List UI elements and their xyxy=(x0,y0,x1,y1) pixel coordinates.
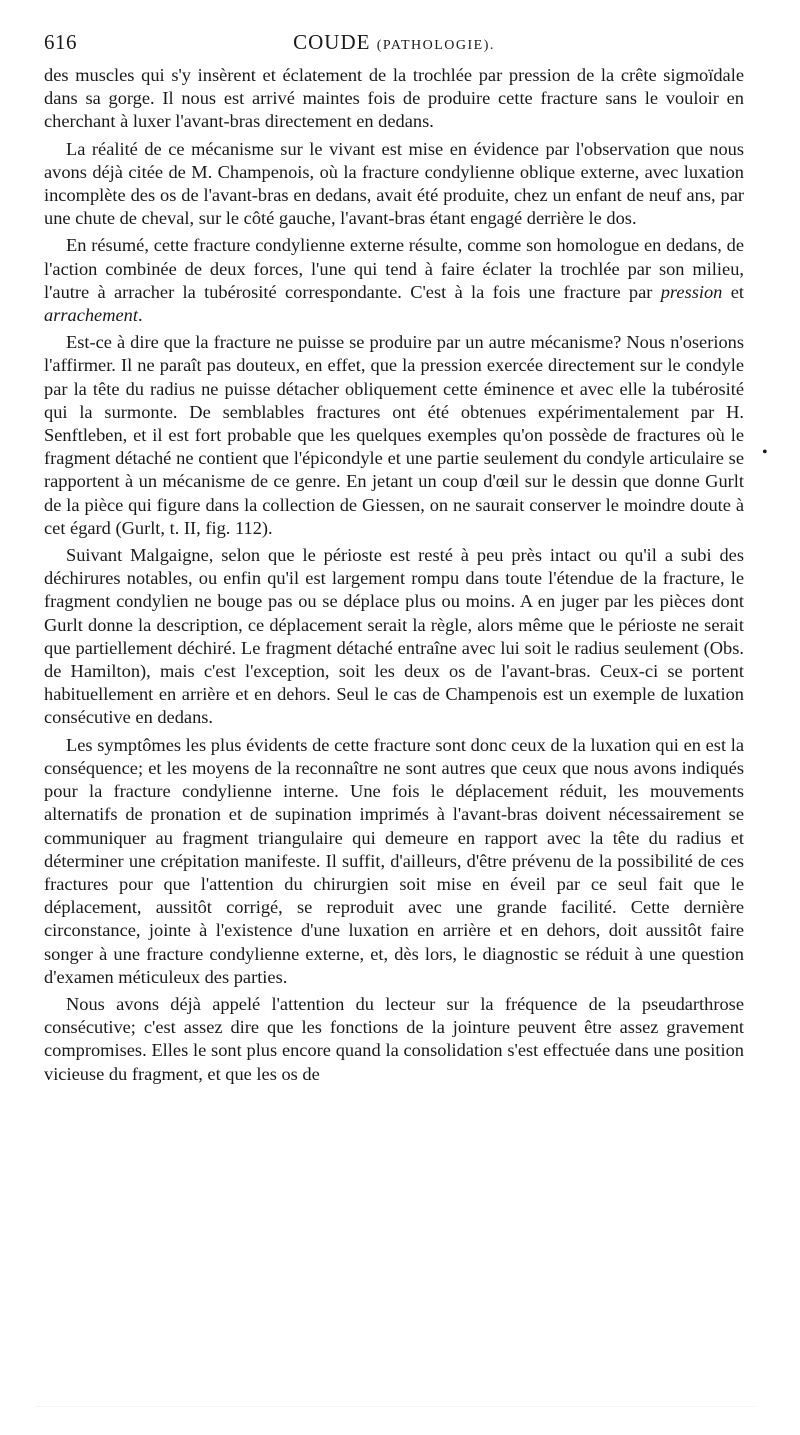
paragraph-5: Suivant Malgaigne, selon que le périoste est resté à peu près intact ou qu'il a subi des déchirures notables, ou enfin qu'il est largement rompu dans toute l'étendue de la fracture, le fragment condylien ne bouge pas ou se déplace plus ou moins. A en juger par les pièces dont Gurlt donne la description, ce déplacement serait la règle, alors même que le périoste ne serait que partiellement déchiré. Le fragment détaché entraîne avec lui soit le radius seulement (Obs. de Hamilton), mais c'est l'exception, soit les deux os de l'avant-bras. Ceux-ci se portent habituellement en arrière et en dehors. Seul le cas de Champenois est un exemple de luxation consécutive en dedans. xyxy=(44,545,744,728)
page-number: 616 xyxy=(44,30,77,54)
paragraph-3-text-middle: et xyxy=(722,281,744,302)
running-head xyxy=(44,30,744,55)
paragraph-3 xyxy=(44,234,744,327)
running-head-title: COUDE xyxy=(293,30,371,54)
paragraph-7: Nous avons déjà appelé l'attention du lecteur sur la fréquence de la pseudarthrose consécutive; c'est assez dire que les fonctions de la jointure peuvent être assez gravement compromises. Elles le sont plus encore quand la consolidation s'est effectuée dans une position vicieuse du fragment, et que les os de xyxy=(44,993,744,1084)
paragraph-6: Les symptômes les plus évidents de cette fracture sont donc ceux de la luxation qui en est la conséquence; et les moyens de la reconnaître ne sont autres que ceux que nous avons indiqués pour la fracture condylienne interne. Une fois le déplacement réduit, les mouvements alternatifs de pronation et de supination imprimés à l'avant-bras doivent nécessairement se communiquer au fragment triangulaire qui demeure en rapport avec la tête du radius et déterminer une crépitation manifeste. Il suffit, d'ailleurs, d'être prévenu de la possibilité de ces fractures pour que l'attention du chirurgien soit mise en éveil par ce seul fait que le déplacement, aussitôt corrigé, se reproduit avec une grande facilité. Cette dernière circonstance, jointe à l'existence d'une luxation en arrière et en dehors, doit aussitôt faire songer à une fracture condylienne externe, et, dès lors, le diagnostic se réduit à une question d'examen méticuleux des parties. xyxy=(44,734,744,987)
italic-arrachement: arrachement xyxy=(44,305,138,326)
paragraph-4: Est-ce à dire que la fracture ne puisse se produire par un autre mécanisme? Nous n'oserions l'affirmer. Il ne paraît pas douteux, en effet, que la pression exercée directement sur le condyle par la tête du radius ne puisse détacher obliquement cette éminence et avec elle la tubérosité qui la surmonte. De semblables fractures ont été obtenues expérimentalement par H. Senftleben, et il est fort probable que les quelques exemples qu'on possède de fractures où le fragment détaché ne contient que l'épicondyle et une partie seulement du condyle articulaire se rapportent à un mécanisme de ce genre. En jetant un coup d'œil sur le dessin que donne Gurlt de la pièce qui figure dans la collection de Giessen, on ne saurait conserver le moindre doute à cet égard (Gurlt, t. II, fig. 112). xyxy=(44,332,744,538)
paragraph-3-text-before: En résumé, cette fracture condylienne externe résulte, comme son homologue en dedans, de l'action combinée de deux forces, l'une qui tend à faire éclater la trochlée par son milieu, l'autre à arracher la tubérosité correspondante. C'est à la fois une fracture par xyxy=(44,235,744,302)
margin-mark: • xyxy=(762,444,768,461)
page-header xyxy=(44,30,744,58)
paragraph-3-text-after: . xyxy=(137,305,143,326)
body-text xyxy=(44,64,744,1090)
running-head-subtitle: (PATHOLOGIE). xyxy=(376,38,495,53)
paragraph-2: La réalité de ce mécanisme sur le vivant est mise en évidence par l'observation que nous avons déjà citée de M. Champenois, où la fracture condylienne oblique externe, avec luxation incomplète des os de l'avant-bras en dedans, avait été produite, chez un enfant de neuf ans, par une chute de cheval, sur le côté gauche, l'avant-bras étant engagé derrière le dos. xyxy=(44,138,744,229)
paragraph-1: des muscles qui s'y insèrent et éclatement de la trochlée par pression de la crête sigmoïdale dans sa gorge. Il nous est arrivé maintes fois de produire cette fracture sans le vouloir en cherchant à luxer l'avant-bras directement en dedans. xyxy=(44,65,744,132)
page-bottom-artifacts xyxy=(36,1394,756,1407)
italic-pression: pression xyxy=(660,281,723,302)
